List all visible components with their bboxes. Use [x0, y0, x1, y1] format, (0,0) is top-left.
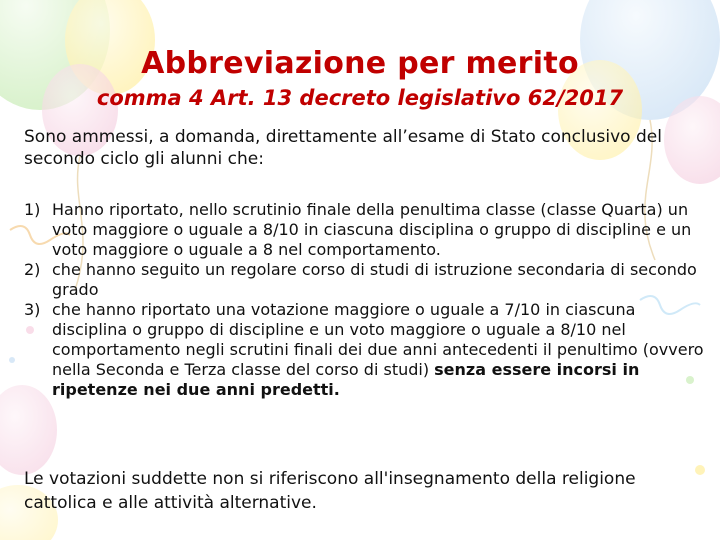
list-item — [24, 300, 710, 400]
list-item-number: 2) — [24, 260, 41, 279]
slide-title: Abbreviazione per merito — [141, 46, 579, 81]
requirements-list — [24, 200, 710, 400]
slide-subtitle: comma 4 Art. 13 decreto legislativo 62/2017 — [96, 86, 624, 110]
list-item-number: 1) — [24, 200, 41, 219]
list-item-text: che hanno seguito un regolare corso di studi di istruzione secondaria di secondo grado — [52, 260, 697, 299]
list-item-text: che hanno riportato una votazione maggiore o uguale a 7/10 in ciascuna disciplina o gruppo di discipline e un voto maggiore o uguale a 8/10 nel comportamento negli scrutini finali dei due anni antecedenti il penultimo (ovvero nella Seconda e Terza classe del corso di studi) — [52, 300, 704, 379]
intro-paragraph: Sono ammessi, a domanda, direttamente all’esame di Stato conclusivo del secondo ciclo gli alunni che: — [24, 127, 662, 169]
closing-paragraph: Le votazioni suddette non si riferiscono all'insegnamento della religione cattolica e alle attività alternative. — [24, 469, 636, 513]
list-item-number: 3) — [24, 300, 41, 319]
list-item — [24, 200, 710, 260]
list-item — [24, 260, 710, 300]
list-item-emphasis: senza essere incorsi in ripetenze nei due anni predetti. — [52, 360, 640, 399]
list-item-text: Hanno riportato, nello scrutinio finale della penultima classe (classe Quarta) un voto maggiore o uguale a 8/10 in ciascuna disciplina o gruppo di discipline e un voto maggiore o uguale a 8 nel comportamento. — [52, 200, 692, 259]
